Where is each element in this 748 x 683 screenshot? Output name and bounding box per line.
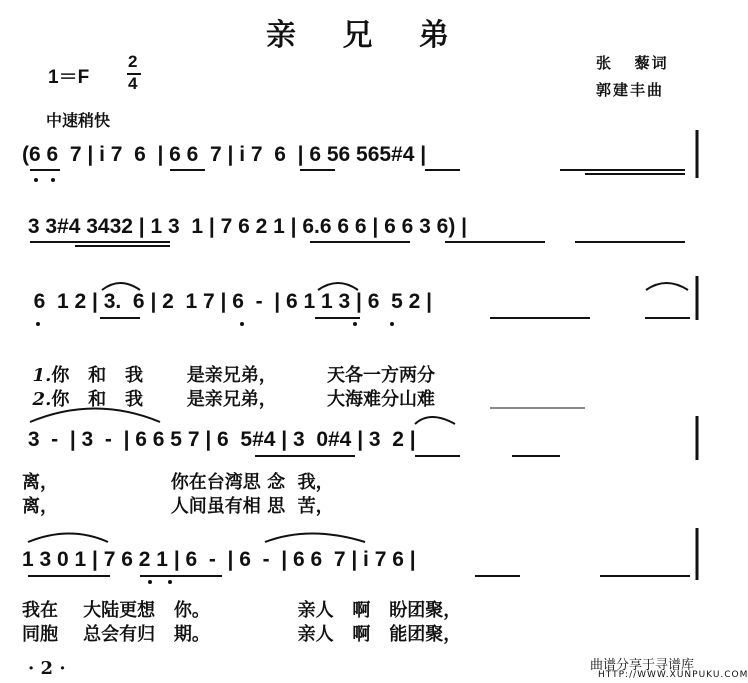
lyric-verse-2-line-2: 离， 人间虽有相 思 苦，: [22, 496, 334, 517]
tempo-marking: 中速稍快: [46, 111, 111, 130]
song-title: 亲 兄 弟: [266, 18, 467, 53]
slur: [646, 283, 688, 290]
lyric-text: 你 和 我 是亲兄弟， 大海难分山难: [51, 389, 435, 410]
octave-dot: [36, 322, 40, 326]
slur: [415, 417, 455, 424]
slur: [28, 534, 108, 543]
lyricist-credit: 张 藜词: [596, 54, 669, 72]
composer-credit: 郭建丰曲: [596, 81, 665, 99]
notation-row-3: 6 1 2 | 3. 6 | 2 1 7 | 6 - | 6 1 1 3 | 6 5 2 |: [22, 290, 432, 313]
slur: [318, 283, 358, 290]
time-signature-bottom: 4: [128, 74, 138, 93]
key-signature: 1＝F: [48, 67, 90, 88]
lyric-text: 你 和 我 是亲兄弟， 天各一方两分: [51, 365, 435, 386]
octave-dot: [353, 322, 357, 326]
lyric-verse-1-line-3: 我在 大陆更想 你。 亲人 啊 盼团聚，: [22, 600, 462, 621]
octave-dot: [168, 580, 172, 584]
verse-number: 1.: [32, 365, 52, 386]
octave-dot: [148, 580, 152, 584]
slur: [265, 534, 365, 543]
octave-dot: [51, 178, 55, 182]
notation-row-2: 3 3#4 3432 | 1 3 1 | 7 6 2 1 | 6.6 6 6 | 6 6 3 6) |: [22, 215, 468, 238]
octave-dot: [34, 178, 38, 182]
page-number: · 2 ·: [28, 658, 66, 679]
notation-row-4: 3 - | 3 - | 6 6 5 7 | 6 5#4 | 3 0#4 | 3 2 |: [22, 428, 416, 451]
lyric-verse-2-line-3: 同胞 总会有归 期。 亲人 啊 能团聚，: [22, 624, 462, 645]
time-signature-top: 2: [128, 52, 138, 71]
octave-dot: [240, 322, 244, 326]
verse-number: 2.: [32, 389, 52, 410]
lyric-verse-1-line-2: 离， 你在台湾思 念 我，: [22, 472, 334, 493]
watermark-text: 曲谱分享于寻谱库: [590, 658, 695, 673]
watermark-url: HTTP://WWW.XUNPUKU.COM: [598, 670, 748, 680]
slur: [102, 283, 140, 290]
octave-dot: [390, 322, 394, 326]
notation-row-5: 1 3 0 1 | 7 6 2 1 | 6 - | 6 - | 6 6 7 | i 7 6 |: [22, 548, 416, 571]
notation-row-1: (6 6 7 | i 7 6 | 6 6 7 | i 7 6 | 6 56 565#4 |: [22, 143, 427, 166]
slur: [30, 409, 160, 423]
